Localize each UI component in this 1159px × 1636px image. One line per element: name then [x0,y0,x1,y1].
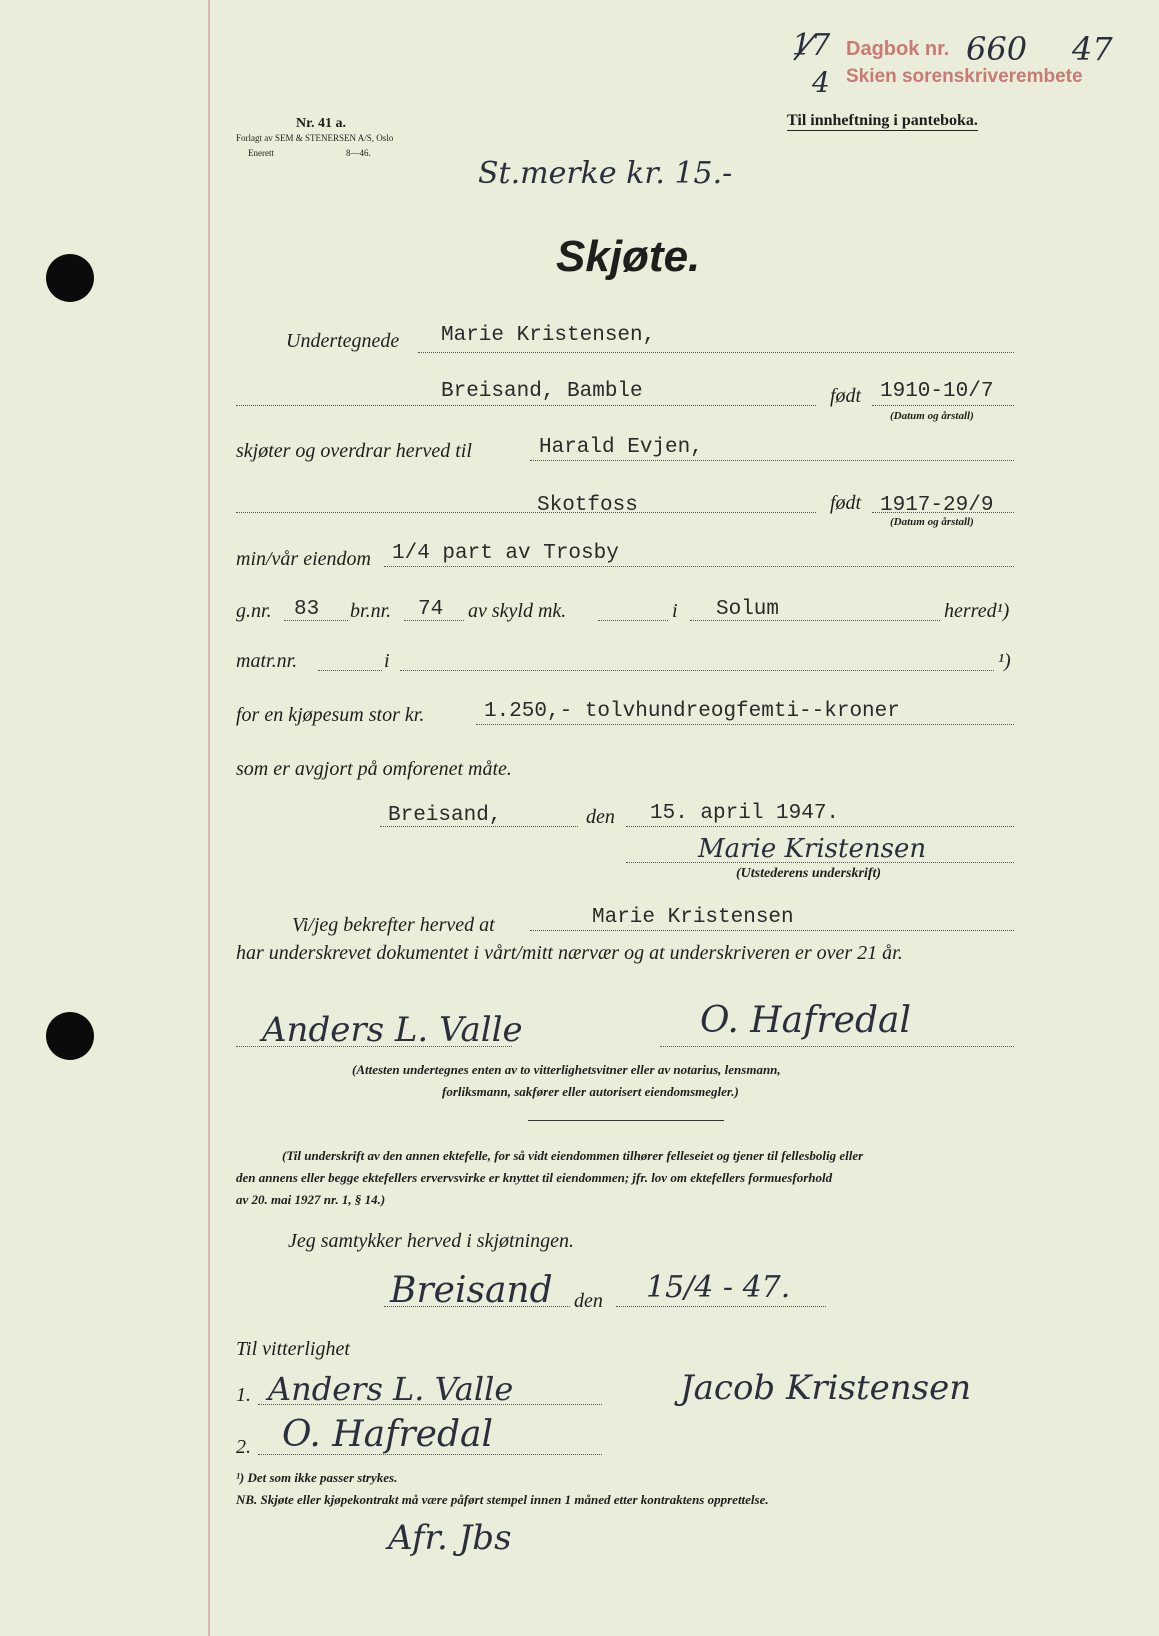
attest-note-1: (Attesten undertegnes enten av to vitterlighetsvitner eller av notarius, lensmann, [352,1062,781,1077]
seller-name: Marie Kristensen, [441,324,656,347]
gnr-value: 83 [294,598,320,621]
matr-label: matr.nr. [236,650,298,672]
consent-den: den [574,1290,603,1312]
attest-note-2: forliksmann, sakfører eller autorisert eiendomsmegler.) [442,1084,739,1099]
document-title: Skjøte. [556,232,701,281]
vitterlighet-label: Til vitterlighet [236,1338,350,1360]
fodt-label-2: født [830,492,862,514]
margin-line [208,0,210,1636]
seller-address: Breisand, Bamble [441,380,643,403]
witness2-signature: O. Hafredal [700,1000,912,1041]
property-value: 1/4 part av Trosby [392,542,619,565]
punch-hole-top [46,254,94,302]
dagbok-year: 47 [1072,30,1113,68]
separator [528,1120,724,1121]
consent-place: Breisand [390,1270,553,1311]
gnr-label: g.nr. [236,600,272,622]
den-label: den [586,806,615,828]
spouse-note-1: (Til underskrift av den annen ektefelle, for så vidt eiendommen tilhører felleseiet og tjener til fellesbolig eller [282,1148,864,1163]
brnr-value: 74 [418,598,444,621]
form-number: Nr. 41 a. [296,116,347,131]
herred-value: Solum [716,598,780,621]
spouse-note-2: den annens eller begge ektefellers ervervsvirke er knyttet til eiendommen; jfr. lov om ektefellers formuesforhold [236,1170,833,1185]
footnote-1: ¹) Det som ikke passer strykes. [236,1470,398,1485]
stamp-note: St.merke kr. 15.- [478,156,733,191]
consent-text: Jeg samtykker herved i skjøtningen. [288,1230,575,1252]
w1-signature: Anders L. Valle [268,1370,514,1408]
bottom-initials: Afr. Jbs [388,1518,512,1558]
matr-i-label: i [384,650,390,672]
settled-text: som er avgjort på omforenet måte. [236,758,512,780]
herred-label: herred¹) [944,600,1010,622]
witness1-signature: Anders L. Valle [262,1010,523,1050]
publisher-date: 8—46. [346,148,371,158]
punch-hole-bottom [46,1012,94,1060]
property-label: min/vår eiendom [236,548,371,570]
fodt-label: født [830,385,862,407]
buyer-name: Harald Evjen, [539,436,703,459]
confirm-text: har underskrevet dokumentet i vårt/mitt nærvær og at underskriveren er over 21 år. [236,942,903,964]
hand-date-top: 17 [792,28,831,63]
confirm-label: Vi/jeg bekrefter herved at [292,914,495,936]
hand-date-bottom: 4 [812,66,830,99]
publisher-line2: Enerett [248,148,274,158]
date: 15. april 1947. [650,802,840,825]
footnote-2: NB. Skjøte eller kjøpekontrakt må være påført stempel innen 1 måned etter kontraktens opprettelse. [236,1492,769,1507]
place: Breisand, [388,804,502,827]
matr-end: ¹) [998,650,1011,672]
price-value: 1.250,- tolvhundreogfemti--kroner [484,700,900,723]
i-label: i [672,600,678,622]
consent-date: 15/4 - 47. [646,1270,791,1305]
w1-num: 1. [236,1384,251,1406]
buyer-address: Skotfoss [537,494,638,517]
price-label: for en kjøpesum stor kr. [236,704,425,726]
w2-signature: O. Hafredal [282,1414,494,1455]
seller-signature: Marie Kristensen [698,834,927,864]
spouse-signature: Jacob Kristensen [680,1368,972,1408]
skyld-label: av skyld mk. [468,600,567,622]
undertegnede-label: Undertegnede [286,330,400,352]
confirm-name: Marie Kristensen [592,906,794,929]
transfer-label: skjøter og overdrar herved til [236,440,472,462]
publisher-line1: Forlagt av SEM & STENERSEN A/S, Oslo [236,133,394,143]
seller-birth: 1910-10/7 [880,380,994,403]
signature-caption: (Utstederens underskrift) [736,866,882,881]
brnr-label: br.nr. [350,600,392,622]
binding-note: Til innheftning i panteboka. [787,112,978,129]
office-stamp: Skien sorenskriverembete [846,66,1083,87]
datum-caption-1: (Datum og årstall) [890,410,974,422]
buyer-birth: 1917-29/9 [880,494,994,517]
spouse-note-3: av 20. mai 1927 nr. 1, § 14.) [236,1192,386,1207]
datum-caption-2: (Datum og årstall) [890,516,974,528]
w2-num: 2. [236,1436,251,1458]
dagbok-label: Dagbok nr. [846,38,950,60]
dagbok-number: 660 [966,30,1028,68]
